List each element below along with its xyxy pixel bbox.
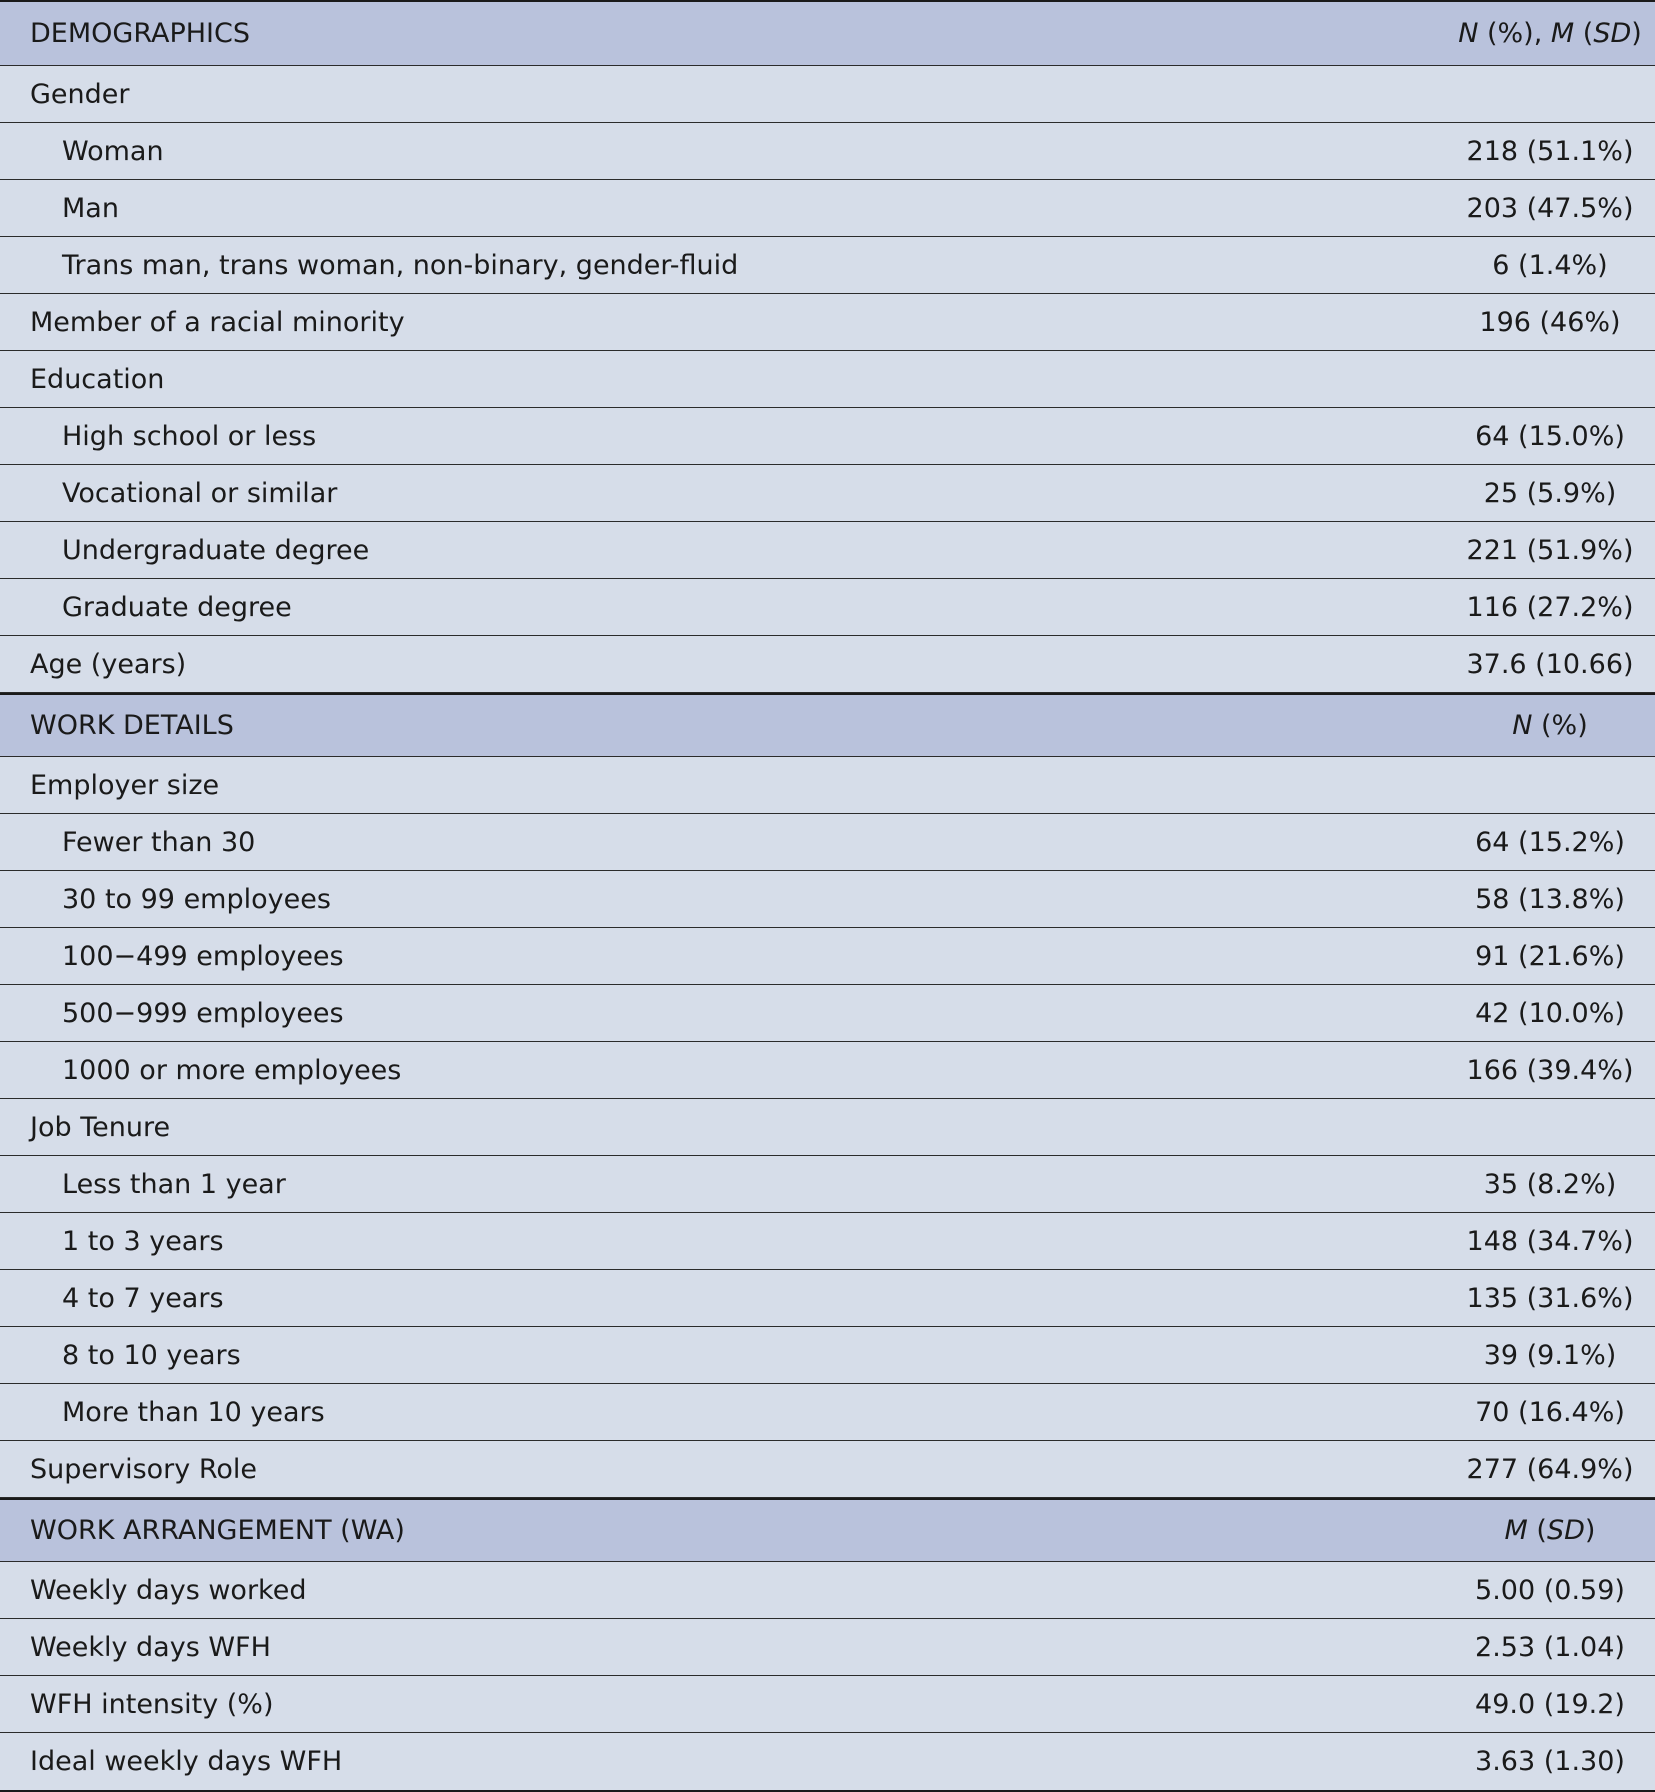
table-row: Man 203 (47.5%) xyxy=(0,180,1655,237)
table-row: 8 to 10 years 39 (9.1%) xyxy=(0,1327,1655,1384)
section-header-work-details xyxy=(0,693,1655,757)
section-title: DEMOGRAPHICS xyxy=(30,18,250,49)
table-row: Weekly days WFH 2.53 (1.04) xyxy=(0,1619,1655,1676)
table-row: Less than 1 year 35 (8.2%) xyxy=(0,1156,1655,1213)
table-row: Weekly days worked 5.00 (0.59) xyxy=(0,1562,1655,1619)
table-row: WFH intensity (%) 49.0 (19.2) xyxy=(0,1676,1655,1733)
table-row: 500−999 employees 42 (10.0%) xyxy=(0,985,1655,1042)
section-stat-header: N (%) xyxy=(1512,710,1588,741)
section-stat-header: M (SD) xyxy=(1504,1515,1596,1546)
table-row: Graduate degree 116 (27.2%) xyxy=(0,579,1655,636)
table-row: High school or less 64 (15.0%) xyxy=(0,408,1655,465)
table-row: 1 to 3 years 148 (34.7%) xyxy=(0,1213,1655,1270)
table-row: Gender xyxy=(0,66,1655,123)
table-row: More than 10 years 70 (16.4%) xyxy=(0,1384,1655,1441)
section-header-work-arrangement xyxy=(0,1498,1655,1562)
table-row: 30 to 99 employees 58 (13.8%) xyxy=(0,871,1655,928)
table-row: Vocational or similar 25 (5.9%) xyxy=(0,465,1655,522)
section-title: WORK DETAILS xyxy=(30,710,234,741)
table-row: Fewer than 30 64 (15.2%) xyxy=(0,814,1655,871)
table-row: Job Tenure xyxy=(0,1099,1655,1156)
table-row: Age (years) 37.6 (10.66) xyxy=(0,636,1655,693)
section-header-demographics xyxy=(0,2,1655,66)
table-row: Employer size xyxy=(0,757,1655,814)
table-row: Ideal weekly days WFH 3.63 (1.30) xyxy=(0,1733,1655,1790)
table-row: Undergraduate degree 221 (51.9%) xyxy=(0,522,1655,579)
table-row: 4 to 7 years 135 (31.6%) xyxy=(0,1270,1655,1327)
section-stat-header: N (%), M (SD) xyxy=(1458,18,1642,49)
table-row: 100−499 employees 91 (21.6%) xyxy=(0,928,1655,985)
table-row: Woman 218 (51.1%) xyxy=(0,123,1655,180)
table-row: Supervisory Role 277 (64.9%) xyxy=(0,1441,1655,1498)
table-row: Trans man, trans woman, non-binary, gender-fluid 6 (1.4%) xyxy=(0,237,1655,294)
table-row: Education xyxy=(0,351,1655,408)
table-row: 1000 or more employees 166 (39.4%) xyxy=(0,1042,1655,1099)
table-row: Member of a racial minority 196 (46%) xyxy=(0,294,1655,351)
section-title: WORK ARRANGEMENT (WA) xyxy=(30,1515,405,1546)
